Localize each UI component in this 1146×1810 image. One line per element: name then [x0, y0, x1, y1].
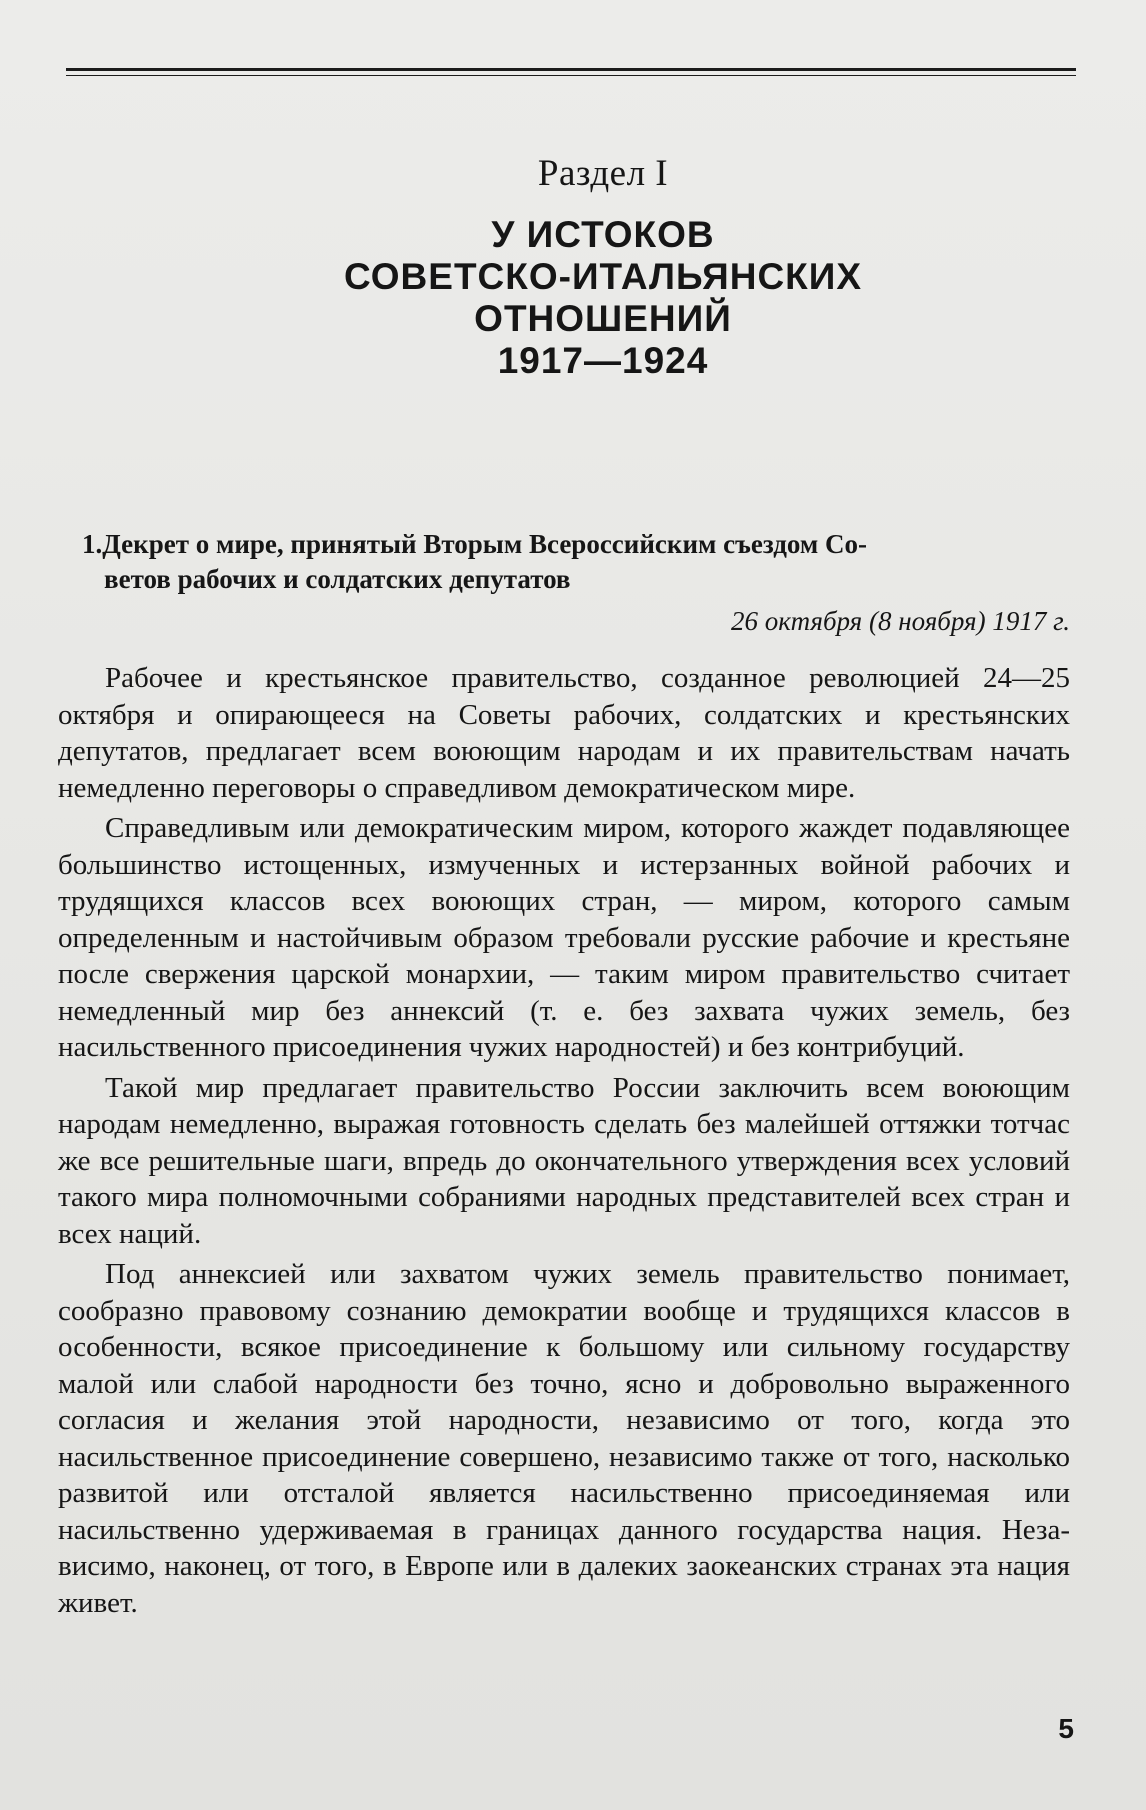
paragraph: Рабочее и крестьянское правительство, созданное революцией 24—25 октября и опирающееся на Советы рабочих, солдатских и крестьянских депутатов, предлагает всем воюющим народам и их правительствам начать немедленно переговоры о справедливом демократическом мире. — [58, 662, 1070, 804]
document-body — [58, 660, 1070, 1625]
section-title-line: СОВЕТСКО-ИТАЛЬЯНСКИХ — [343, 256, 863, 297]
section-label: Раздел I — [537, 153, 669, 194]
page-number: 5 — [1058, 1713, 1074, 1744]
document-heading-line1 — [82, 527, 1072, 562]
section-title-line: ОТНОШЕНИЙ — [474, 298, 732, 339]
section-title — [60, 214, 1146, 382]
section-title-years: 1917—1924 — [497, 340, 709, 381]
header-rule — [66, 68, 1076, 71]
document-title-part1: Декрет о мире, принятый Вторым Всероссийским съездом Со- — [102, 529, 867, 559]
document-date: 26 октября (8 ноября) 1917 г. — [731, 606, 1070, 636]
document-number: 1. — [82, 529, 103, 559]
paragraph: Справедливым или демократическим миром, которого жаждет подавляющее большинство истощенных, измученных и истерзанных войной рабочих и трудящихся классов всех воюющих стран, — миром, которого самым определенным и настойчивым образом требовали русские рабочие и крестьяне после свержения царской монархии, — таким миром правительство считает немедленный мир без аннексий (т. е. без захвата чужих земель, без насильственного присоединения чужих народностей) и без контрибуций. — [58, 812, 1070, 1063]
header-rule-thin — [66, 75, 1076, 76]
paragraph: Такой мир предлагает правительство России заключить всем воюющим народам немедленно, выражая готовность сделать без малейшей оттяжки тотчас же все решительные шаги, впредь до окончательного утверждения всех условий такого мира полномочными собраниями народных представителей всех стран и всех наций. — [58, 1071, 1070, 1250]
document-heading — [82, 527, 1072, 597]
section-title-line: У ИСТОКОВ — [491, 214, 715, 255]
document-title-part2: ветов рабочих и солдатских депутатов — [104, 564, 571, 594]
paragraph: Под аннексией или захватом чужих земель правительство понимает, сообразно правовому сознанию демократии вообще и трудящихся классов в особенности, всякое присоединение к большому или сильному государству малой или слабой народности без точно, ясно и добровольно выраженного согласия и желания этой народности, независимо от того, когда это насильственное присоединение совершено, независимо также от того, насколько развитой или отсталой является насильственно присоединяемая или насильственно удерживаемая в границах данного государства нация. Независимо, наконец, от того, в Европе или в далеких заокеанских странах эта нация живет. — [58, 1258, 1070, 1619]
